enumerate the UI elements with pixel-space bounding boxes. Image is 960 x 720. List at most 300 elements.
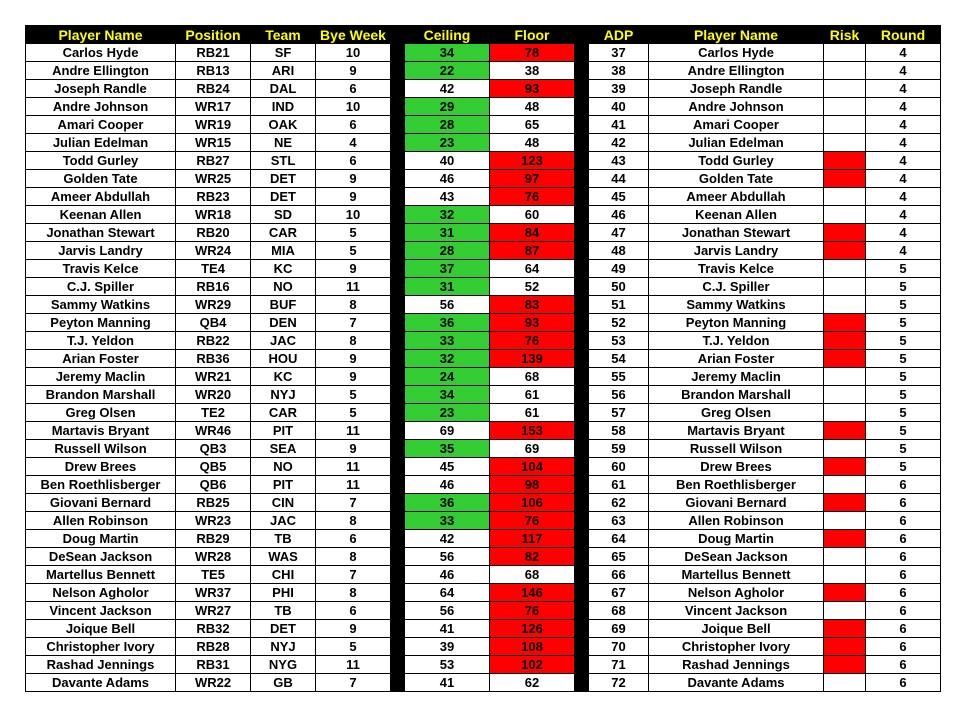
cell-player-name[interactable]: Martavis Bryant	[26, 422, 176, 440]
cell-bye-week[interactable]: 11	[316, 476, 391, 494]
cell-bye-week[interactable]: 11	[316, 278, 391, 296]
cell-player-name-2[interactable]: Drew Brees	[649, 458, 824, 476]
cell-position[interactable]: RB25	[176, 494, 251, 512]
cell-adp[interactable]: 37	[589, 44, 649, 62]
cell-position[interactable]: TE2	[176, 404, 251, 422]
header-player-name[interactable]: Player Name	[26, 26, 176, 44]
cell-player-name-2[interactable]: Rashad Jennings	[649, 656, 824, 674]
cell-bye-week[interactable]: 8	[316, 296, 391, 314]
cell-floor[interactable]: 82	[490, 548, 575, 566]
cell-position[interactable]: RB21	[176, 44, 251, 62]
header-adp[interactable]: ADP	[589, 26, 649, 44]
cell-position[interactable]: QB5	[176, 458, 251, 476]
cell-team[interactable]: DAL	[251, 80, 316, 98]
cell-floor[interactable]: 76	[490, 512, 575, 530]
cell-ceiling[interactable]: 28	[405, 116, 490, 134]
cell-team[interactable]: DEN	[251, 314, 316, 332]
cell-bye-week[interactable]: 7	[316, 566, 391, 584]
cell-position[interactable]: RB28	[176, 638, 251, 656]
cell-bye-week[interactable]: 7	[316, 314, 391, 332]
cell-player-name[interactable]: T.J. Yeldon	[26, 332, 176, 350]
cell-player-name[interactable]: Jeremy Maclin	[26, 368, 176, 386]
cell-bye-week[interactable]: 8	[316, 584, 391, 602]
cell-position[interactable]: WR24	[176, 242, 251, 260]
cell-team[interactable]: SD	[251, 206, 316, 224]
cell-player-name-2[interactable]: Andre Ellington	[649, 62, 824, 80]
cell-floor[interactable]: 61	[490, 386, 575, 404]
cell-ceiling[interactable]: 43	[405, 188, 490, 206]
cell-player-name-2[interactable]: Greg Olsen	[649, 404, 824, 422]
cell-position[interactable]: RB31	[176, 656, 251, 674]
cell-player-name-2[interactable]: Travis Kelce	[649, 260, 824, 278]
cell-adp[interactable]: 69	[589, 620, 649, 638]
cell-round[interactable]: 5	[866, 404, 941, 422]
cell-ceiling[interactable]: 41	[405, 674, 490, 692]
cell-team[interactable]: HOU	[251, 350, 316, 368]
header-floor[interactable]: Floor	[490, 26, 575, 44]
cell-team[interactable]: NO	[251, 278, 316, 296]
cell-adp[interactable]: 62	[589, 494, 649, 512]
cell-round[interactable]: 5	[866, 458, 941, 476]
cell-adp[interactable]: 65	[589, 548, 649, 566]
cell-ceiling[interactable]: 23	[405, 134, 490, 152]
cell-ceiling[interactable]: 32	[405, 206, 490, 224]
cell-player-name-2[interactable]: Jonathan Stewart	[649, 224, 824, 242]
cell-position[interactable]: RB36	[176, 350, 251, 368]
cell-player-name[interactable]: Davante Adams	[26, 674, 176, 692]
cell-round[interactable]: 4	[866, 98, 941, 116]
cell-bye-week[interactable]: 6	[316, 530, 391, 548]
cell-player-name-2[interactable]: Brandon Marshall	[649, 386, 824, 404]
cell-adp[interactable]: 40	[589, 98, 649, 116]
cell-round[interactable]: 5	[866, 296, 941, 314]
cell-floor[interactable]: 38	[490, 62, 575, 80]
cell-bye-week[interactable]: 9	[316, 170, 391, 188]
cell-player-name[interactable]: Drew Brees	[26, 458, 176, 476]
cell-position[interactable]: RB23	[176, 188, 251, 206]
cell-adp[interactable]: 39	[589, 80, 649, 98]
cell-position[interactable]: WR37	[176, 584, 251, 602]
cell-adp[interactable]: 52	[589, 314, 649, 332]
cell-adp[interactable]: 63	[589, 512, 649, 530]
cell-position[interactable]: WR22	[176, 674, 251, 692]
cell-ceiling[interactable]: 42	[405, 530, 490, 548]
header-player-name-2[interactable]: Player Name	[649, 26, 824, 44]
cell-adp[interactable]: 38	[589, 62, 649, 80]
cell-adp[interactable]: 70	[589, 638, 649, 656]
cell-player-name-2[interactable]: Golden Tate	[649, 170, 824, 188]
cell-floor[interactable]: 97	[490, 170, 575, 188]
cell-floor[interactable]: 108	[490, 638, 575, 656]
cell-player-name-2[interactable]: Ben Roethlisberger	[649, 476, 824, 494]
cell-team[interactable]: NO	[251, 458, 316, 476]
cell-bye-week[interactable]: 6	[316, 116, 391, 134]
cell-player-name-2[interactable]: Jarvis Landry	[649, 242, 824, 260]
cell-player-name[interactable]: Doug Martin	[26, 530, 176, 548]
cell-player-name[interactable]: Andre Ellington	[26, 62, 176, 80]
cell-player-name[interactable]: Keenan Allen	[26, 206, 176, 224]
cell-team[interactable]: IND	[251, 98, 316, 116]
cell-player-name-2[interactable]: Giovani Bernard	[649, 494, 824, 512]
cell-bye-week[interactable]: 6	[316, 80, 391, 98]
cell-team[interactable]: PIT	[251, 476, 316, 494]
cell-position[interactable]: WR21	[176, 368, 251, 386]
cell-position[interactable]: RB24	[176, 80, 251, 98]
cell-player-name[interactable]: Carlos Hyde	[26, 44, 176, 62]
cell-ceiling[interactable]: 32	[405, 350, 490, 368]
cell-player-name[interactable]: Greg Olsen	[26, 404, 176, 422]
cell-round[interactable]: 6	[866, 638, 941, 656]
cell-player-name-2[interactable]: Andre Johnson	[649, 98, 824, 116]
cell-floor[interactable]: 69	[490, 440, 575, 458]
cell-round[interactable]: 5	[866, 440, 941, 458]
cell-floor[interactable]: 68	[490, 368, 575, 386]
cell-ceiling[interactable]: 39	[405, 638, 490, 656]
cell-team[interactable]: PIT	[251, 422, 316, 440]
cell-position[interactable]: RB29	[176, 530, 251, 548]
cell-team[interactable]: DET	[251, 170, 316, 188]
cell-floor[interactable]: 139	[490, 350, 575, 368]
cell-player-name[interactable]: Christopher Ivory	[26, 638, 176, 656]
cell-position[interactable]: TE4	[176, 260, 251, 278]
cell-player-name-2[interactable]: Sammy Watkins	[649, 296, 824, 314]
cell-player-name[interactable]: Peyton Manning	[26, 314, 176, 332]
cell-player-name[interactable]: Russell Wilson	[26, 440, 176, 458]
cell-ceiling[interactable]: 46	[405, 170, 490, 188]
cell-ceiling[interactable]: 41	[405, 620, 490, 638]
cell-player-name[interactable]: Andre Johnson	[26, 98, 176, 116]
cell-player-name-2[interactable]: Joique Bell	[649, 620, 824, 638]
cell-adp[interactable]: 68	[589, 602, 649, 620]
cell-bye-week[interactable]: 9	[316, 440, 391, 458]
header-team[interactable]: Team	[251, 26, 316, 44]
cell-ceiling[interactable]: 35	[405, 440, 490, 458]
cell-round[interactable]: 4	[866, 170, 941, 188]
cell-player-name-2[interactable]: Russell Wilson	[649, 440, 824, 458]
cell-round[interactable]: 4	[866, 116, 941, 134]
cell-adp[interactable]: 46	[589, 206, 649, 224]
cell-floor[interactable]: 98	[490, 476, 575, 494]
cell-round[interactable]: 5	[866, 422, 941, 440]
cell-position[interactable]: RB22	[176, 332, 251, 350]
cell-adp[interactable]: 48	[589, 242, 649, 260]
cell-player-name-2[interactable]: DeSean Jackson	[649, 548, 824, 566]
cell-player-name[interactable]: Arian Foster	[26, 350, 176, 368]
cell-team[interactable]: KC	[251, 368, 316, 386]
cell-bye-week[interactable]: 6	[316, 152, 391, 170]
cell-bye-week[interactable]: 5	[316, 386, 391, 404]
cell-round[interactable]: 6	[866, 548, 941, 566]
cell-team[interactable]: ARI	[251, 62, 316, 80]
cell-bye-week[interactable]: 7	[316, 674, 391, 692]
cell-team[interactable]: PHI	[251, 584, 316, 602]
cell-ceiling[interactable]: 56	[405, 602, 490, 620]
cell-bye-week[interactable]: 9	[316, 260, 391, 278]
cell-adp[interactable]: 59	[589, 440, 649, 458]
cell-ceiling[interactable]: 56	[405, 548, 490, 566]
cell-position[interactable]: WR25	[176, 170, 251, 188]
cell-adp[interactable]: 71	[589, 656, 649, 674]
cell-team[interactable]: JAC	[251, 332, 316, 350]
cell-round[interactable]: 4	[866, 62, 941, 80]
cell-player-name[interactable]: Joique Bell	[26, 620, 176, 638]
cell-adp[interactable]: 54	[589, 350, 649, 368]
cell-floor[interactable]: 87	[490, 242, 575, 260]
cell-ceiling[interactable]: 69	[405, 422, 490, 440]
cell-adp[interactable]: 50	[589, 278, 649, 296]
cell-floor[interactable]: 104	[490, 458, 575, 476]
cell-ceiling[interactable]: 64	[405, 584, 490, 602]
cell-ceiling[interactable]: 42	[405, 80, 490, 98]
cell-position[interactable]: QB3	[176, 440, 251, 458]
cell-floor[interactable]: 146	[490, 584, 575, 602]
cell-floor[interactable]: 76	[490, 188, 575, 206]
cell-player-name-2[interactable]: Martavis Bryant	[649, 422, 824, 440]
cell-position[interactable]: RB20	[176, 224, 251, 242]
cell-adp[interactable]: 61	[589, 476, 649, 494]
cell-bye-week[interactable]: 5	[316, 638, 391, 656]
cell-player-name[interactable]: Golden Tate	[26, 170, 176, 188]
cell-position[interactable]: QB4	[176, 314, 251, 332]
cell-player-name-2[interactable]: Doug Martin	[649, 530, 824, 548]
cell-position[interactable]: WR17	[176, 98, 251, 116]
cell-round[interactable]: 6	[866, 512, 941, 530]
cell-floor[interactable]: 126	[490, 620, 575, 638]
cell-ceiling[interactable]: 45	[405, 458, 490, 476]
cell-adp[interactable]: 43	[589, 152, 649, 170]
cell-bye-week[interactable]: 10	[316, 98, 391, 116]
cell-bye-week[interactable]: 9	[316, 188, 391, 206]
cell-ceiling[interactable]: 34	[405, 386, 490, 404]
cell-round[interactable]: 5	[866, 350, 941, 368]
cell-position[interactable]: WR46	[176, 422, 251, 440]
cell-floor[interactable]: 48	[490, 134, 575, 152]
cell-ceiling[interactable]: 46	[405, 566, 490, 584]
cell-team[interactable]: KC	[251, 260, 316, 278]
cell-player-name[interactable]: Travis Kelce	[26, 260, 176, 278]
cell-floor[interactable]: 93	[490, 314, 575, 332]
cell-round[interactable]: 6	[866, 494, 941, 512]
cell-bye-week[interactable]: 9	[316, 350, 391, 368]
cell-ceiling[interactable]: 53	[405, 656, 490, 674]
cell-player-name-2[interactable]: Allen Robinson	[649, 512, 824, 530]
cell-adp[interactable]: 49	[589, 260, 649, 278]
cell-adp[interactable]: 41	[589, 116, 649, 134]
cell-floor[interactable]: 153	[490, 422, 575, 440]
cell-team[interactable]: NYJ	[251, 638, 316, 656]
cell-player-name[interactable]: Amari Cooper	[26, 116, 176, 134]
cell-position[interactable]: WR28	[176, 548, 251, 566]
cell-floor[interactable]: 93	[490, 80, 575, 98]
cell-adp[interactable]: 51	[589, 296, 649, 314]
cell-round[interactable]: 4	[866, 80, 941, 98]
cell-round[interactable]: 4	[866, 134, 941, 152]
cell-round[interactable]: 4	[866, 188, 941, 206]
cell-round[interactable]: 4	[866, 242, 941, 260]
cell-adp[interactable]: 44	[589, 170, 649, 188]
cell-bye-week[interactable]: 9	[316, 368, 391, 386]
cell-adp[interactable]: 58	[589, 422, 649, 440]
cell-bye-week[interactable]: 8	[316, 512, 391, 530]
cell-ceiling[interactable]: 31	[405, 224, 490, 242]
cell-floor[interactable]: 65	[490, 116, 575, 134]
cell-round[interactable]: 6	[866, 584, 941, 602]
cell-ceiling[interactable]: 36	[405, 494, 490, 512]
cell-team[interactable]: WAS	[251, 548, 316, 566]
cell-adp[interactable]: 56	[589, 386, 649, 404]
cell-bye-week[interactable]: 8	[316, 332, 391, 350]
cell-position[interactable]: WR23	[176, 512, 251, 530]
cell-adp[interactable]: 66	[589, 566, 649, 584]
cell-adp[interactable]: 67	[589, 584, 649, 602]
cell-position[interactable]: RB27	[176, 152, 251, 170]
cell-player-name-2[interactable]: Vincent Jackson	[649, 602, 824, 620]
cell-bye-week[interactable]: 9	[316, 62, 391, 80]
cell-adp[interactable]: 57	[589, 404, 649, 422]
cell-position[interactable]: RB32	[176, 620, 251, 638]
cell-team[interactable]: NE	[251, 134, 316, 152]
cell-adp[interactable]: 60	[589, 458, 649, 476]
cell-round[interactable]: 4	[866, 206, 941, 224]
cell-player-name[interactable]: Jonathan Stewart	[26, 224, 176, 242]
header-round[interactable]: Round	[866, 26, 941, 44]
cell-floor[interactable]: 48	[490, 98, 575, 116]
cell-player-name[interactable]: Vincent Jackson	[26, 602, 176, 620]
cell-player-name-2[interactable]: Joseph Randle	[649, 80, 824, 98]
cell-bye-week[interactable]: 5	[316, 224, 391, 242]
cell-ceiling[interactable]: 28	[405, 242, 490, 260]
cell-player-name[interactable]: C.J. Spiller	[26, 278, 176, 296]
header-ceiling[interactable]: Ceiling	[405, 26, 490, 44]
cell-player-name[interactable]: Jarvis Landry	[26, 242, 176, 260]
cell-player-name[interactable]: Julian Edelman	[26, 134, 176, 152]
cell-bye-week[interactable]: 10	[316, 44, 391, 62]
cell-round[interactable]: 4	[866, 152, 941, 170]
cell-team[interactable]: JAC	[251, 512, 316, 530]
cell-player-name-2[interactable]: Peyton Manning	[649, 314, 824, 332]
cell-player-name-2[interactable]: Carlos Hyde	[649, 44, 824, 62]
cell-team[interactable]: DET	[251, 188, 316, 206]
cell-team[interactable]: GB	[251, 674, 316, 692]
cell-floor[interactable]: 117	[490, 530, 575, 548]
cell-round[interactable]: 6	[866, 674, 941, 692]
cell-bye-week[interactable]: 6	[316, 602, 391, 620]
cell-ceiling[interactable]: 24	[405, 368, 490, 386]
cell-floor[interactable]: 61	[490, 404, 575, 422]
cell-position[interactable]: TE5	[176, 566, 251, 584]
cell-team[interactable]: CAR	[251, 224, 316, 242]
cell-player-name-2[interactable]: Arian Foster	[649, 350, 824, 368]
cell-bye-week[interactable]: 4	[316, 134, 391, 152]
cell-round[interactable]: 5	[866, 278, 941, 296]
cell-round[interactable]: 5	[866, 314, 941, 332]
cell-team[interactable]: TB	[251, 530, 316, 548]
cell-floor[interactable]: 78	[490, 44, 575, 62]
cell-team[interactable]: BUF	[251, 296, 316, 314]
cell-ceiling[interactable]: 37	[405, 260, 490, 278]
cell-floor[interactable]: 123	[490, 152, 575, 170]
cell-round[interactable]: 6	[866, 656, 941, 674]
cell-round[interactable]: 4	[866, 224, 941, 242]
cell-team[interactable]: STL	[251, 152, 316, 170]
cell-ceiling[interactable]: 31	[405, 278, 490, 296]
cell-team[interactable]: CIN	[251, 494, 316, 512]
cell-ceiling[interactable]: 56	[405, 296, 490, 314]
cell-player-name-2[interactable]: Christopher Ivory	[649, 638, 824, 656]
cell-player-name-2[interactable]: Nelson Agholor	[649, 584, 824, 602]
cell-round[interactable]: 4	[866, 44, 941, 62]
cell-player-name[interactable]: Sammy Watkins	[26, 296, 176, 314]
cell-position[interactable]: WR18	[176, 206, 251, 224]
cell-round[interactable]: 5	[866, 368, 941, 386]
cell-round[interactable]: 5	[866, 260, 941, 278]
cell-ceiling[interactable]: 33	[405, 512, 490, 530]
cell-round[interactable]: 6	[866, 602, 941, 620]
cell-player-name-2[interactable]: Jeremy Maclin	[649, 368, 824, 386]
cell-player-name[interactable]: Ben Roethlisberger	[26, 476, 176, 494]
cell-bye-week[interactable]: 11	[316, 458, 391, 476]
cell-team[interactable]: CAR	[251, 404, 316, 422]
cell-position[interactable]: WR19	[176, 116, 251, 134]
cell-team[interactable]: NYG	[251, 656, 316, 674]
cell-player-name[interactable]: Martellus Bennett	[26, 566, 176, 584]
cell-bye-week[interactable]: 9	[316, 620, 391, 638]
cell-player-name[interactable]: Todd Gurley	[26, 152, 176, 170]
cell-bye-week[interactable]: 7	[316, 494, 391, 512]
cell-team[interactable]: NYJ	[251, 386, 316, 404]
cell-floor[interactable]: 62	[490, 674, 575, 692]
cell-player-name-2[interactable]: Davante Adams	[649, 674, 824, 692]
cell-ceiling[interactable]: 22	[405, 62, 490, 80]
cell-ceiling[interactable]: 46	[405, 476, 490, 494]
cell-ceiling[interactable]: 23	[405, 404, 490, 422]
cell-player-name[interactable]: DeSean Jackson	[26, 548, 176, 566]
cell-floor[interactable]: 64	[490, 260, 575, 278]
cell-player-name[interactable]: Allen Robinson	[26, 512, 176, 530]
cell-position[interactable]: WR15	[176, 134, 251, 152]
cell-player-name-2[interactable]: C.J. Spiller	[649, 278, 824, 296]
cell-team[interactable]: MIA	[251, 242, 316, 260]
cell-player-name[interactable]: Brandon Marshall	[26, 386, 176, 404]
cell-floor[interactable]: 83	[490, 296, 575, 314]
cell-round[interactable]: 6	[866, 620, 941, 638]
cell-player-name[interactable]: Nelson Agholor	[26, 584, 176, 602]
cell-player-name-2[interactable]: Amari Cooper	[649, 116, 824, 134]
cell-player-name[interactable]: Ameer Abdullah	[26, 188, 176, 206]
cell-player-name[interactable]: Rashad Jennings	[26, 656, 176, 674]
cell-position[interactable]: WR20	[176, 386, 251, 404]
cell-ceiling[interactable]: 40	[405, 152, 490, 170]
header-bye-week[interactable]: Bye Week	[316, 26, 391, 44]
cell-adp[interactable]: 53	[589, 332, 649, 350]
cell-ceiling[interactable]: 34	[405, 44, 490, 62]
cell-team[interactable]: CHI	[251, 566, 316, 584]
cell-adp[interactable]: 64	[589, 530, 649, 548]
cell-ceiling[interactable]: 29	[405, 98, 490, 116]
header-position[interactable]: Position	[176, 26, 251, 44]
cell-floor[interactable]: 102	[490, 656, 575, 674]
cell-team[interactable]: TB	[251, 602, 316, 620]
cell-player-name-2[interactable]: Julian Edelman	[649, 134, 824, 152]
cell-adp[interactable]: 72	[589, 674, 649, 692]
cell-player-name-2[interactable]: Todd Gurley	[649, 152, 824, 170]
cell-floor[interactable]: 76	[490, 332, 575, 350]
cell-round[interactable]: 5	[866, 332, 941, 350]
cell-team[interactable]: SEA	[251, 440, 316, 458]
cell-bye-week[interactable]: 8	[316, 548, 391, 566]
cell-adp[interactable]: 47	[589, 224, 649, 242]
cell-player-name[interactable]: Joseph Randle	[26, 80, 176, 98]
